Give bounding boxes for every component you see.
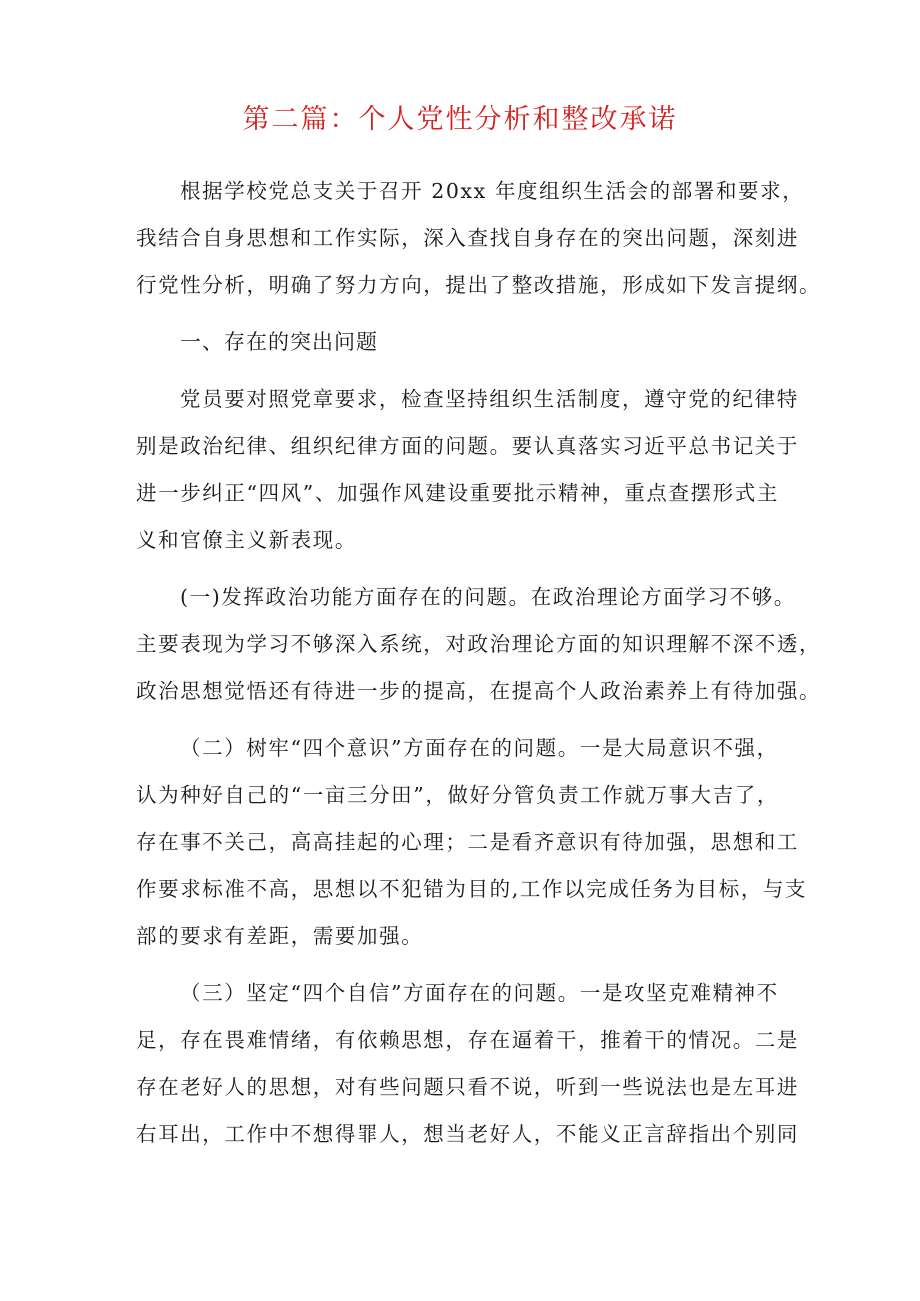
paragraph-line: 别是政治纪律、组织纪律方面的问题。要认真落实习近平总书记关于 bbox=[136, 434, 799, 458]
paragraph-line: 认为种好自己的“一亩三分田”，做好分管负责工作就万事大吉了， bbox=[136, 783, 779, 807]
paragraph-line: 足，存在畏难情绪，有依赖思想，存在逼着干，推着干的情况。二是 bbox=[136, 1028, 799, 1052]
paragraph-line: (一)发挥政治功能方面存在的问题。在政治理论方面学习不够。 bbox=[180, 585, 796, 609]
paragraph-line: （三）坚定“四个自信”方面存在的问题。一是攻坚克难精神不 bbox=[180, 981, 779, 1005]
paragraph-line: 党员要对照党章要求，检查坚持组织生活制度，遵守党的纪律特 bbox=[180, 387, 799, 411]
political-function-paragraph bbox=[136, 574, 822, 715]
four-consciousness-paragraph bbox=[136, 725, 808, 960]
problems-paragraph bbox=[136, 376, 799, 564]
paragraph-line: 行党性分析，明确了努力方向，提出了整改措施，形成如下发言提纲。 bbox=[136, 273, 822, 297]
paragraph-line: 存在事不关己，高高挂起的心理；二是看齐意识有待加强，思想和工 bbox=[136, 830, 799, 854]
paragraph-gap bbox=[136, 960, 796, 970]
paragraph-gap bbox=[136, 309, 796, 319]
paragraph-line: 根据学校党总支关于召开 20xx 年度组织生活会的部署和要求， bbox=[180, 179, 805, 203]
paragraph-line: 政治思想觉悟还有待进一步的提高，在提高个人政治素养上有待加强。 bbox=[136, 679, 822, 703]
paragraph-line: 进一步纠正“四风”、加强作风建设重要批示精神，重点查摆形式主 bbox=[136, 481, 779, 505]
paragraph-gap bbox=[136, 564, 796, 574]
document-body bbox=[136, 168, 822, 1158]
paragraph-line: （二）树牢“四个意识”方面存在的问题。一是大局意识不强， bbox=[180, 736, 779, 760]
paragraph-line: 右耳出，工作中不想得罪人，想当老好人，不能义正言辞指出个别同 bbox=[136, 1122, 799, 1146]
paragraph-line: 我结合自身思想和工作实际，深入查找自身存在的突出问题，深刻进 bbox=[136, 226, 799, 250]
paragraph-line: 存在老好人的思想，对有些问题只看不说，听到一些说法也是左耳进 bbox=[136, 1075, 799, 1099]
paragraph-gap bbox=[136, 715, 796, 725]
section-heading: 一、存在的突出问题 bbox=[180, 330, 378, 354]
paragraph-line: 作要求标准不高，思想以不犯错为目的,工作以完成任务为目标，与支 bbox=[136, 877, 808, 901]
four-confidences-paragraph bbox=[136, 970, 799, 1158]
paragraph-gap bbox=[136, 366, 796, 376]
paragraph-line: 部的要求有差距，需要加强。 bbox=[136, 924, 424, 948]
paragraph-line: 义和官僚主义新表现。 bbox=[136, 528, 357, 552]
paragraph-line: 主要表现为学习不够深入系统，对政治理论方面的知识理解不深不透， bbox=[136, 632, 822, 656]
document-title: 第二篇：个人党性分析和整改承诺 bbox=[242, 104, 678, 135]
intro-paragraph bbox=[136, 168, 822, 309]
